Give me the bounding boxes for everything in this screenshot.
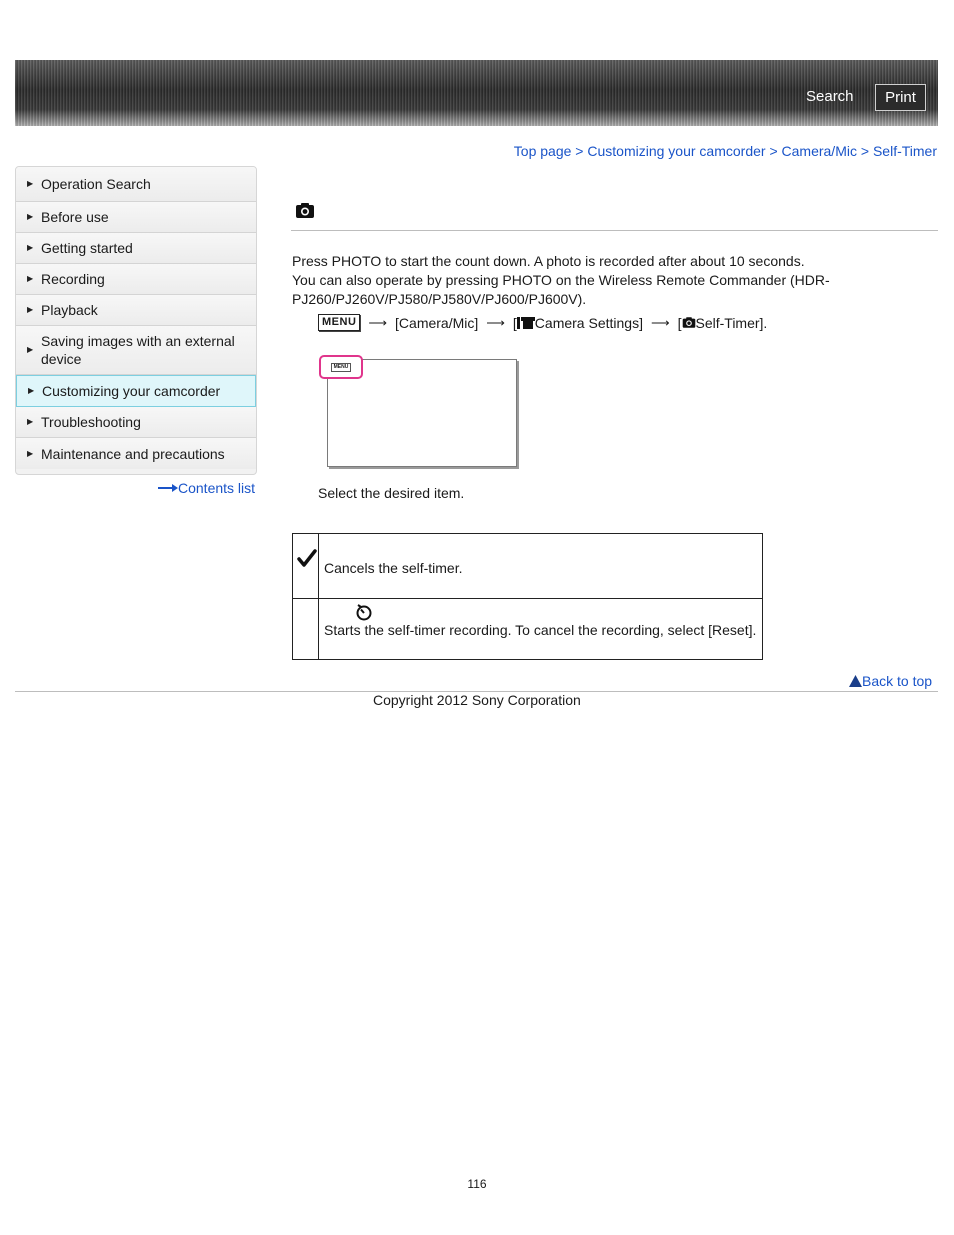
triangle-right-icon: ▶ (27, 305, 34, 314)
sidebar-item-label: Playback (41, 302, 98, 318)
sidebar-item-label: Maintenance and precautions (41, 445, 225, 462)
screen-menu-button: MENU (331, 363, 352, 372)
sidebar-nav (15, 166, 257, 475)
sidebar-item-label: Before use (41, 209, 109, 225)
arrow-right-icon: ⟶ (650, 314, 670, 330)
sidebar-item-maintenance[interactable] (16, 438, 256, 469)
option-description: Cancels the self-timer. (324, 560, 463, 576)
title-divider (291, 230, 938, 231)
triangle-right-icon: ▶ (27, 274, 34, 283)
breadcrumb-camera-mic[interactable]: Camera/Mic (781, 143, 857, 159)
page-number: 116 (467, 1177, 487, 1191)
arrow-right-icon (158, 484, 178, 492)
sidebar-item-operation-search[interactable] (16, 167, 256, 202)
breadcrumb-customizing[interactable]: Customizing your camcorder (587, 143, 766, 159)
option-description: Starts the self-timer recording. To cancel the recording, select [Reset]. (324, 622, 757, 638)
sidebar-item-label: Saving images with an external device (41, 333, 235, 367)
triangle-right-icon: ▶ (27, 243, 34, 252)
search-link[interactable]: Search (806, 88, 854, 105)
table-row (293, 599, 763, 660)
menu-path-self-timer: [ Self-Timer]. (677, 314, 768, 331)
sidebar-item-label: Customizing your camcorder (42, 383, 221, 399)
breadcrumb-separator: > (575, 143, 584, 159)
intro-text (292, 252, 852, 309)
triangle-right-icon: ▶ (27, 448, 34, 458)
breadcrumb-separator: > (769, 143, 778, 159)
menu-button-icon: MENU (318, 314, 360, 331)
breadcrumb-top-page[interactable]: Top page (513, 143, 572, 159)
copyright-text: Copyright 2012 Sony Corporation (373, 692, 581, 708)
triangle-right-icon: ▶ (27, 417, 34, 426)
sidebar-item-recording[interactable] (16, 264, 256, 295)
contents-list-link[interactable] (158, 480, 255, 496)
triangle-right-icon: ▶ (27, 212, 34, 221)
triangle-right-icon: ▶ (27, 345, 34, 354)
sidebar-item-customizing[interactable] (16, 375, 256, 407)
menu-path-step (318, 314, 767, 331)
option-icon-cell (293, 534, 319, 599)
breadcrumb (514, 143, 937, 159)
intro-line-2: You can also operate by pressing PHOTO on the Wireless Remote Commander (HDR-PJ260/PJ260V/PJ580/PJ580V/PJ600/PJ600V). (292, 272, 830, 307)
camera-settings-label: Camera Settings] (534, 314, 643, 331)
select-item-instruction: Select the desired item. (318, 485, 465, 501)
option-description-cell (319, 534, 763, 599)
menu-path-camera-mic: [Camera/Mic] (395, 314, 479, 331)
breadcrumb-separator: > (860, 143, 870, 159)
sidebar-item-playback[interactable] (16, 295, 256, 326)
option-icon-cell (293, 599, 319, 660)
checkmark-icon (296, 548, 318, 570)
option-description-cell (319, 599, 763, 660)
camera-icon (682, 316, 696, 329)
back-to-top-link[interactable] (849, 673, 932, 689)
sidebar-item-label: Getting started (41, 240, 133, 256)
header-bar (15, 60, 938, 126)
triangle-up-icon (849, 675, 862, 687)
menu-path-camera-settings: [ Camera Settings] (512, 314, 643, 331)
triangle-right-icon: ▶ (27, 179, 34, 188)
self-timer-icon (355, 603, 373, 621)
camera-icon (295, 202, 315, 219)
contents-list-label: Contents list (178, 480, 256, 496)
sidebar-item-label: Recording (41, 271, 105, 287)
arrow-right-icon: ⟶ (486, 314, 505, 330)
breadcrumb-self-timer[interactable]: Self-Timer (872, 143, 937, 159)
arrow-right-icon: ⟶ (368, 314, 388, 330)
intro-line-1: Press PHOTO to start the count down. A photo is recorded after about 10 seconds. (292, 253, 805, 269)
sidebar-item-getting-started[interactable] (16, 233, 256, 264)
camera-settings-icon (517, 317, 535, 329)
sidebar-item-troubleshooting[interactable] (16, 407, 256, 438)
self-timer-label: Self-Timer]. (695, 314, 768, 331)
options-table (292, 533, 763, 660)
sidebar-item-label: Troubleshooting (41, 414, 141, 430)
sidebar-item-before-use[interactable] (16, 202, 256, 233)
print-button[interactable]: Print (875, 84, 926, 111)
triangle-right-icon: ▶ (28, 386, 35, 395)
table-row (293, 534, 763, 599)
sidebar-item-saving-images[interactable] (16, 326, 256, 375)
menu-highlight (319, 355, 363, 379)
back-to-top-label: Back to top (862, 673, 933, 689)
sidebar-item-label: Operation Search (41, 176, 151, 192)
